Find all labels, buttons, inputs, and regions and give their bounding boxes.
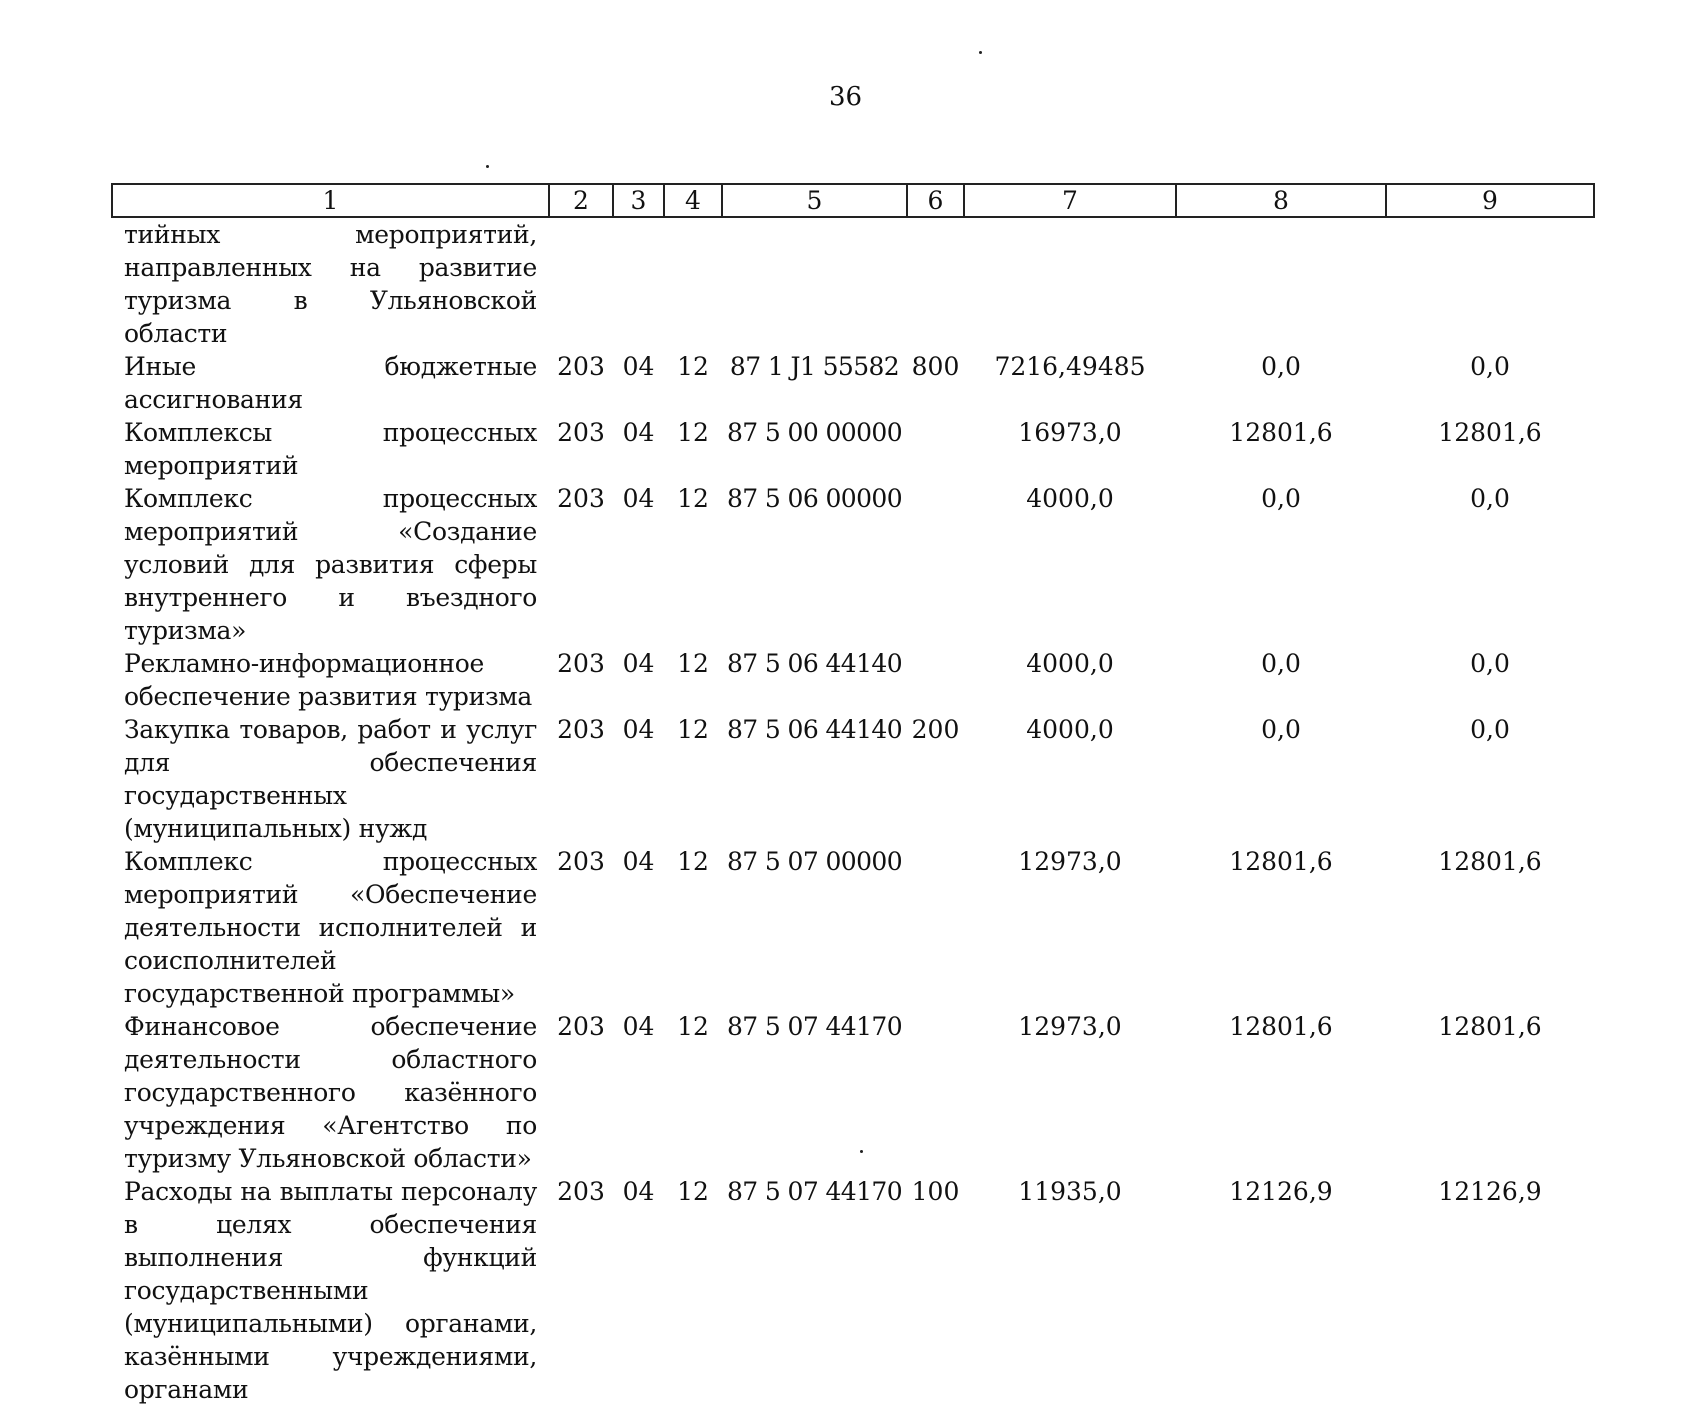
cell-section: 04	[622, 649, 655, 678]
cell-amount-col9: 0,0	[1470, 484, 1510, 513]
cell-subsection: 12	[677, 847, 709, 876]
cell-expense-type	[907, 647, 964, 713]
cell-amount-col7	[964, 217, 1176, 350]
table-row	[112, 1010, 1594, 1175]
cell-target-article: 87 5 06 44140	[726, 715, 903, 744]
cell-subsection: 12	[677, 649, 709, 678]
cell-section: 04	[622, 418, 655, 447]
table-row	[112, 647, 1594, 713]
cell-section: 04	[622, 352, 655, 381]
cell-amount-col8	[1176, 217, 1386, 350]
cell-target-article: 87 5 00 00000	[726, 418, 903, 447]
cell-amount-col9: 12801,6	[1438, 418, 1542, 447]
row-description: Комплексы процессных мероприятий	[124, 418, 537, 480]
cell-expense-type: 200	[911, 715, 960, 744]
cell-subsection: 12	[677, 418, 709, 447]
cell-ministry-code	[549, 217, 613, 350]
column-header: 8	[1176, 184, 1386, 217]
row-description: Комплекс процессных мероприятий «Создание условий для развития сферы внутреннего и въездного туризма»	[124, 484, 537, 645]
table-row	[112, 416, 1594, 482]
cell-amount-col7: 4000,0	[1026, 715, 1114, 744]
row-description: Рекламно-информационное обеспечение развития туризма	[124, 649, 533, 711]
cell-ministry-code: 203	[557, 1177, 605, 1206]
table-row	[112, 350, 1594, 416]
scan-speck	[486, 165, 489, 168]
cell-amount-col8: 0,0	[1261, 352, 1301, 381]
cell-expense-type	[907, 845, 964, 1010]
cell-target-article: 87 5 07 00000	[726, 847, 903, 876]
cell-expense-type: 800	[911, 352, 960, 381]
cell-amount-col7: 12973,0	[1018, 1012, 1122, 1041]
column-header: 6	[907, 184, 964, 217]
cell-amount-col8: 0,0	[1261, 715, 1301, 744]
row-description: Расходы на выплаты персоналу в целях обеспечения выполнения функций государственными (муниципальными) органами, казёнными учреждениями, органами	[124, 1177, 537, 1404]
cell-section: 04	[622, 847, 655, 876]
cell-amount-col9: 0,0	[1470, 352, 1510, 381]
column-header: 1	[112, 184, 549, 217]
cell-subsection	[664, 217, 722, 350]
cell-subsection: 12	[677, 1012, 709, 1041]
budget-table	[111, 183, 1595, 1406]
cell-amount-col7: 16973,0	[1018, 418, 1122, 447]
cell-target-article: 87 1 J1 55582	[729, 352, 900, 381]
cell-amount-col9: 0,0	[1470, 715, 1510, 744]
cell-ministry-code: 203	[557, 649, 605, 678]
row-description: Комплекс процессных мероприятий «Обеспечение деятельности исполнителей и соисполнителей государственной программы»	[124, 847, 537, 1008]
cell-expense-type	[907, 217, 964, 350]
cell-amount-col9: 12126,9	[1438, 1177, 1542, 1206]
page-number: 36	[828, 82, 863, 112]
cell-subsection: 12	[677, 352, 709, 381]
cell-expense-type	[907, 482, 964, 647]
table-header-row	[112, 184, 1594, 217]
cell-amount-col8: 0,0	[1261, 484, 1301, 513]
cell-section	[613, 217, 664, 350]
table-row	[112, 1175, 1594, 1406]
row-description: Иные бюджетные ассигнования	[124, 352, 537, 414]
table-row	[112, 713, 1594, 845]
cell-expense-type	[907, 1010, 964, 1175]
cell-subsection: 12	[677, 484, 709, 513]
cell-amount-col8: 0,0	[1261, 649, 1301, 678]
table-row	[112, 217, 1594, 350]
column-header: 4	[664, 184, 722, 217]
cell-amount-col9: 0,0	[1470, 649, 1510, 678]
cell-amount-col7: 12973,0	[1018, 847, 1122, 876]
column-header: 5	[722, 184, 907, 217]
cell-section: 04	[622, 1177, 655, 1206]
cell-amount-col7: 11935,0	[1018, 1177, 1122, 1206]
column-header: 3	[613, 184, 664, 217]
cell-amount-col8: 12801,6	[1229, 418, 1333, 447]
cell-amount-col8: 12801,6	[1229, 1012, 1333, 1041]
cell-amount-col7: 4000,0	[1026, 484, 1114, 513]
column-header: 9	[1386, 184, 1594, 217]
cell-ministry-code: 203	[557, 352, 605, 381]
column-header: 2	[549, 184, 613, 217]
cell-target-article: 87 5 07 44170	[726, 1012, 903, 1041]
row-description: Закупка товаров, работ и услуг для обеспечения государственных (муниципальных) нужд	[124, 715, 537, 843]
cell-expense-type: 100	[911, 1177, 960, 1206]
cell-amount-col7: 7216,49485	[994, 352, 1146, 381]
row-description: Финансовое обеспечение деятельности областного государственного казённого учреждения «Агентство по туризму Ульяновской области»	[124, 1012, 537, 1173]
cell-target-article: 87 5 07 44170	[726, 1177, 903, 1206]
table-row	[112, 482, 1594, 647]
cell-target-article	[722, 217, 907, 350]
cell-ministry-code: 203	[557, 484, 605, 513]
cell-ministry-code: 203	[557, 715, 605, 744]
cell-amount-col8: 12126,9	[1229, 1177, 1333, 1206]
cell-amount-col9	[1386, 217, 1594, 350]
cell-amount-col8: 12801,6	[1229, 847, 1333, 876]
row-description: тийных мероприятий, направленных на развитие туризма в Ульяновской области	[124, 220, 537, 348]
scan-speck	[979, 51, 982, 54]
cell-amount-col9: 12801,6	[1438, 1012, 1542, 1041]
cell-subsection: 12	[677, 715, 709, 744]
cell-section: 04	[622, 484, 655, 513]
cell-amount-col7: 4000,0	[1026, 649, 1114, 678]
cell-target-article: 87 5 06 44140	[726, 649, 903, 678]
table-row	[112, 845, 1594, 1010]
cell-ministry-code: 203	[557, 418, 605, 447]
cell-amount-col9: 12801,6	[1438, 847, 1542, 876]
cell-section: 04	[622, 715, 655, 744]
cell-ministry-code: 203	[557, 847, 605, 876]
cell-expense-type	[907, 416, 964, 482]
cell-ministry-code: 203	[557, 1012, 605, 1041]
column-header: 7	[964, 184, 1176, 217]
cell-subsection: 12	[677, 1177, 709, 1206]
cell-section: 04	[622, 1012, 655, 1041]
cell-target-article: 87 5 06 00000	[726, 484, 903, 513]
